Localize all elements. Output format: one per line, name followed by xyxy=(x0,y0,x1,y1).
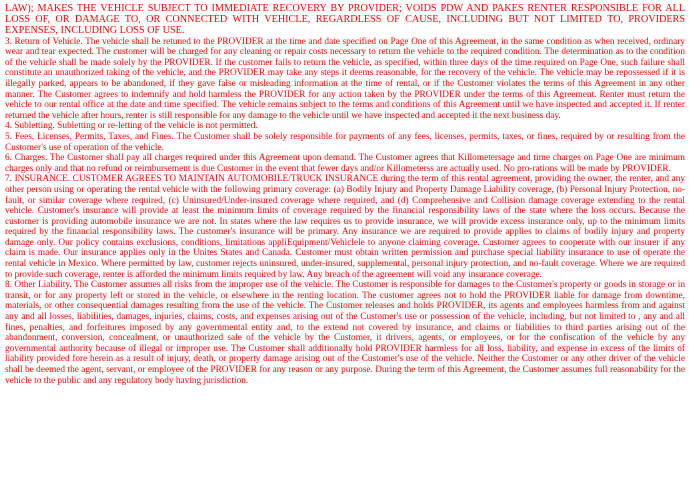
paragraph-4-subletting: 4. Subletting. Subletting or re-letting of the vehicle is not permitted. xyxy=(5,121,258,132)
paragraph-5-fees-licenses: 5. Fees, Licenses, Permits, Taxes, and Fines. The Customer shall be solely responsible for payments of any fees, licenses, permits, taxes, or fines, required by or resulting from the Customer's use of operation of the vehicle. xyxy=(5,131,685,153)
paragraph-law-continuation: LAW); MAKES THE VEHICLE SUBJECT TO IMMEDIATE RECOVERY BY PROVIDER; VOIDS PDW AND PAKES RENTER RESPONSIBLE FOR ALL LOSS OF, OR DAMAGE TO, OR CONNECTED WITH VEHICLE, REGARDLESS OF CAUSE, INCLUDING BUT NOT LIMITED TO, PROVIDERS EXPENSES, INCLUDING LOSS OF USE. xyxy=(5,3,685,37)
paragraph-3-return-of-vehicle: 3. Return of Vehicle. The vehicle shall be retuned to the PROVIDER at the time and date specified on Page One of this Agreement, in the same condition as when received, ordinary wear and tear expected. The customer will be charged for any cleaning or repair costs necessary to return the vehicle to the required condition. The determination as to the condition of the vehicle shall be made solely by the PROVIDER. If the customer fails to return the vehicle, as specified, within three days of the time required on Page One, such failure shall constitute an unauthorized taking of the vehicle, and the PROVIDER may take any steps it deems reasonable, for the recovery of the vehicle. The vehicle may be repossessed if it is illegally parked, appears to be abandoned, if they gave false or misleading information at the time of rental, or if the Customer violates the terms of this Agreement in any other manner. The Customer agrees to indemnify and hold harmless the PROVIDER for any action taken by the PROVIDER under the terms of this Agreement. Renter must return the vehicle to our rental office at the date and time specified. The vehicle remains subject to the terms and conditions of this Agreement until we have inspected and accepted it. If renter returned the vehicle after hours, renter is still responsible for any damage to the vehicle until we have inspected and accepted it the next business day. xyxy=(5,36,685,121)
paragraph-8-other-liability: 8. Other Liability. The Customer assumes all risks from the improper use of the vehicle. The Customer is responsible for damages to the Customer's property or goods in storage or in transit, or for any property left or stored in the vehicle, or elsewhere in the renting location. The customer agrees not to hold the PROVIDER liable for damage from downtime, materials, or other consequential damages resulting from the use of the vehicle. The Customer releases and holds PROVIDER, its agents and employees harmless from and against any and all losses, liabilities, damages, injuries, claims, costs, and expenses arising out of the Customer's use or possession of the vehicle, including, but not limited to , any and all fines, penalties, and forfeitures imposed by any governmental entity and, to the extend not covered by insurance, and claims or liabilities to third parties arising out of the abandonment, conversion, concealment, or unauthorized sale of the vehicle by the Customer, it drivers, agents, or employees, or for the confiscation of the vehicle by any governmental authority because of illegal or improper use. The Customer shall additionally hold PROVIDER harmless for all loss, liability, and expense in excess of the limits of liability provided fore herein as a result of injury, death, or property damage arising out of the Customer's use of the vehicle. Neither the Customer or any other driver of the vehicle shall be deemed the agent, servant, or employee of the PROVIDER for any reason or any purpose. During the term of this Agreement, the Customer assumes full reasonability for the vehicle to the public and any regulatory body having jurisdiction. xyxy=(5,280,685,386)
paragraph-7-insurance: 7. INSURANCE. CUSTOMER AGREES TO MAINTAIN AUTOMOBILE/TRUCK INSURANCE during the term of this rental agreement, providing the owner, the renter, and any other person using or operating the rental vehicle with the following primary coverage: (a) Bodily Injury and Property Damage Liability coverage, (b) Personal Injury Protection, no-fault, or similar coverage where required, (c) Uninsured/Under-insured coverage where required, and (d) Comprehensive and Collision damage coverage extending to the rental vehicle. Customer's insurance will provide at least the minimum limits of coverage required by the financial responsibility laws of the state where the loss occurs. Because the customer is providing automobile insurance we are not. In states where the law requires us to provide insurance, we will provide excess insurance only, up to the minimum limits required by the financial responsibility laws. The customer's insurance will be primary. Any insurance we are required to provide applies to claims of bodily injury and property damage only. Our policy contains exclusions, conditions, limitations appliEquipment/Vehiclele to anyone claiming coverage. Customer agrees to cooperate with our insurer if any claim is made. Our insurance applies only in the Unites States and Canada. Customer must obtain written permission and purchase special liability insurance to use of operate the rental vehicle in Mexico. Where permitted by law, customer rejects uninsured, under-insured, supplemental, personal injury protection, and no-fault coverage. Where we are required to provide such coverage, renter is afforded the minimum limits required by law. Any breach of the agreement will void any insurance coverage. xyxy=(5,174,685,280)
paragraph-6-charges: 6. Charges. The Customer shall pay all charges required under this Agreement upon demand. The Customer agrees that Killometersage and time charges on Page One are minimum charges only and that no refund or reimbursement is due Customer in the event that fewer days and/or Killometerss are actually used. No pro-rations will be made by PROVIDER. xyxy=(5,153,685,174)
rental-agreement-terms xyxy=(5,3,685,386)
